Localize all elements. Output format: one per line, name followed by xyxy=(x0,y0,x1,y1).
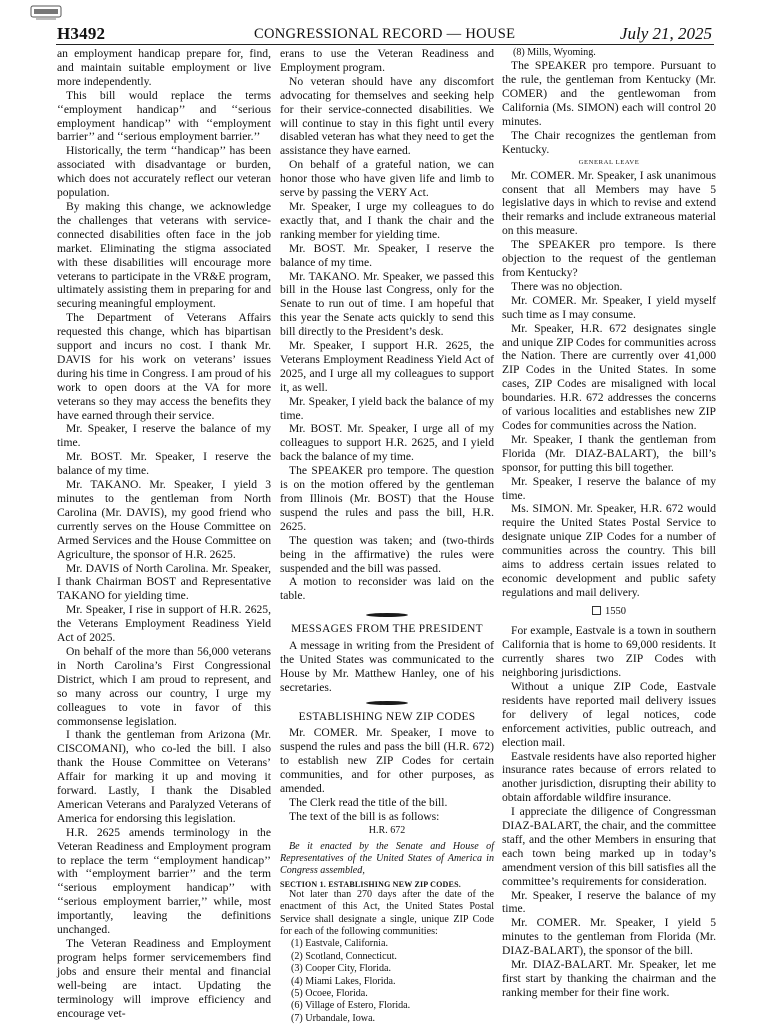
paragraph: This bill would replace the terms ‘‘employment handicap’’ and ‘‘serious employment handicap’’ with ‘‘employment barrier’’ and ‘‘serious employment barrier.’’ xyxy=(57,88,271,144)
paragraph: Mr. TAKANO. Mr. Speaker, I yield 3 minutes to the gentleman from North Carolina (Mr. DAVIS), my good friend who currently serves on the House Committee on Armed Services and the House Committee on Agriculture, the sponsor of H.R. 2625. xyxy=(57,478,271,561)
paragraph: The Chair recognizes the gentleman from Kentucky. xyxy=(502,128,716,156)
paragraph: Mr. Speaker, I rise in support of H.R. 2625, the Veterans Employment Readiness Yield Act of 2025. xyxy=(57,603,271,645)
paragraph: Mr. Speaker, I urge my colleagues to do exactly that, and I thank the chair and the ranking member for yielding time. xyxy=(280,199,494,241)
paragraph: Mr. BOST. Mr. Speaker, I reserve the balance of my time. xyxy=(57,450,271,478)
community-list xyxy=(280,938,494,1025)
general-leave-heading: GENERAL LEAVE xyxy=(578,158,640,166)
paragraph: On behalf of a grateful nation, we can honor those who have given life and limb to serve by passing the VERY Act. xyxy=(280,158,494,200)
paragraph: Mr. Speaker, I thank the gentleman from Florida (Mr. DIAZ-BALART), the bill’s sponsor, for putting this bill together. xyxy=(502,432,716,474)
list-item: (1) Eastvale, California. xyxy=(291,938,388,950)
paragraph: The SPEAKER pro tempore. Pursuant to the rule, the gentleman from Kentucky (Mr. COMER) and the gentlewoman from California (Ms. SIMON) each will control 20 minutes. xyxy=(502,59,716,129)
paragraph: A motion to reconsider was laid on the table. xyxy=(280,575,494,603)
paragraph: Eastvale residents have also reported higher insurance rates because of errors related to another jurisdiction, disrupting their ability to obtain affordable wildfire insurance. xyxy=(502,749,716,805)
page-code: H3492 xyxy=(57,24,106,43)
paragraph: H.R. 2625 amends terminology in the Veteran Readiness and Employment program to replace the term ‘‘employment handicap’’ with ‘‘employment barrier’’ and the term ‘‘serious employment handicap’’ with ‘‘serious employment barrier,’’ while, most importantly, leaving the definitions unchanged. xyxy=(57,825,271,937)
header-rule xyxy=(56,44,714,45)
paragraph: The Veteran Readiness and Employment program helps former servicemembers find jobs and ensure their mental and financial well-being are intact. Updating the terminology will improve efficiency and encourage vet- xyxy=(57,937,271,1020)
paragraph: Mr. COMER. Mr. Speaker, I ask unanimous consent that all Members may have 5 legislative days in which to revise and extend their remarks and include extraneous material on this measure. xyxy=(502,168,716,238)
gpo-seal-icon xyxy=(30,4,64,22)
paragraph: I appreciate the diligence of Congressman DIAZ-BALART, the chair, and the committee staff, and the other Members in ensuring that each town being marked up in today’s amendment version of this bill satisfies all the committee’s requirements for consideration. xyxy=(502,805,716,888)
paragraph: The text of the bill is as follows: xyxy=(289,809,440,823)
paragraph: Without a unique ZIP Code, Eastvale residents have reported mail delivery issues for delivery of legal notices, code enforcement activities, public outreach, and election mail. xyxy=(502,679,716,749)
paragraph: Mr. BOST. Mr. Speaker, I urge all of my colleagues to support H.R. 2625, and I yield back the balance of my time. xyxy=(280,422,494,464)
time-stamp-number: 1550 xyxy=(605,605,626,617)
paragraph: The question was taken; and (two-thirds being in the affirmative) the rules were suspended and the bill was passed. xyxy=(280,533,494,575)
paragraph: The Department of Veterans Affairs requested this change, which has bipartisan support and incurs no cost. I thank Mr. DAVIS for his work on veterans’ issues during his time in Congress. I am proud of his work to open doors at the VA for more veterans so they may access the benefits they have earned through their service. xyxy=(57,311,271,422)
enacting-clause: Be it enacted by the Senate and House of Representatives of the United States of America in Congress assembled, xyxy=(280,840,494,877)
column-1 xyxy=(57,47,271,1020)
list-item: (6) Village of Estero, Florida. xyxy=(291,1000,411,1012)
paragraph: I thank the gentleman from Arizona (Mr. CISCOMANI), who co-led the bill. I also thank the House Committee on Veterans’ Affair for marking it up and moving it forward. Lastly, I thank the Disabled American Veterans and Paralyzed Veterans of America for endorsing this legislation. xyxy=(57,728,271,825)
paragraph: Mr. DAVIS of North Carolina. Mr. Speaker, I thank Chairman BOST and Representative TAKANO for yielding time. xyxy=(57,561,271,603)
paragraph: The SPEAKER pro tempore. The question is on the motion offered by the gentleman from Illinois (Mr. BOST) that the House suspend the rules and pass the bill, H.R. 2625. xyxy=(280,464,494,533)
list-item: (8) Mills, Wyoming. xyxy=(513,47,596,58)
paragraph: Ms. SIMON. Mr. Speaker, H.R. 672 would require the United States Postal Service to designate unique ZIP Codes for a number of communities across the country. This bill aims to address certain issues related to economic development and public safety regulations and mail delivery. xyxy=(502,502,716,599)
paragraph: No veteran should have any discomfort advocating for themselves and seeking help for their service-connected disabilities. We will continue to stay in this fight until every disabled veteran has what they need to get the assistance they have earned. xyxy=(280,74,494,158)
paragraph: Mr. Speaker, I support H.R. 2625, the Veterans Employment Readiness Yield Act of 2025, and I urge all my colleagues to support it, as well. xyxy=(280,339,494,394)
section-heading-messages: MESSAGES FROM THE PRESIDENT xyxy=(291,623,483,636)
paragraph: Mr. COMER. Mr. Speaker, I move to suspend the rules and pass the bill (H.R. 672) to establish new ZIP Codes for certain communities, and for other purposes, as amended. xyxy=(280,726,494,795)
list-item: (5) Ocoee, Florida. xyxy=(291,988,368,999)
column-3 xyxy=(502,47,716,1000)
time-stamp xyxy=(502,606,716,619)
list-item: (2) Scotland, Connecticut. xyxy=(291,950,397,962)
paragraph: By making this change, we acknowledge the challenges that veterans with service-connected disabilities often face in the job market. Eliminating the stigma associated with these disabilities will encourage more veterans to participate in the VR&E program, ultimately assisting them in preparing for and securing meaningful employment. xyxy=(57,199,271,311)
paragraph: Mr. Speaker, I reserve the balance of my time. xyxy=(502,474,716,502)
paragraph: There was no objection. xyxy=(511,279,623,293)
section-divider xyxy=(280,613,494,617)
paragraph: Mr. Speaker, I reserve the balance of my time. xyxy=(502,888,716,916)
paragraph: The Clerk read the title of the bill. xyxy=(289,795,448,809)
bill-section-text: Not later than 270 days after the date of the enactment of this Act, the United States Postal Service shall designate a single, unique ZIP Code for each of the following communities: xyxy=(280,889,494,938)
paragraph: Mr. Speaker, I reserve the balance of my time. xyxy=(57,422,271,450)
bill-section-heading: SECTION 1. ESTABLISHING NEW ZIP CODES. xyxy=(280,879,461,889)
paragraph: Mr. Speaker, H.R. 672 designates single and unique ZIP Codes for communities across the Nation. There are currently over 41,000 ZIP Codes in the United States. In some cases, ZIP Codes are misaligned with local boundaries. H.R. 672 addresses the concerns of various localities and establishes new ZIP Codes for communities across the Nation. xyxy=(502,321,717,432)
paragraph: Mr. COMER. Mr. Speaker, I yield myself such time as I may consume. xyxy=(502,293,716,321)
column-2 xyxy=(280,47,494,1025)
paragraph: Historically, the term ‘‘handicap’’ has been associated with disadvantage or burden, which does not accurately reflect our veteran population. xyxy=(57,144,271,200)
paragraph: For example, Eastvale is a town in southern California that is home to 69,000 residents. It currently shares two ZIP Codes with neighboring jurisdictions. xyxy=(502,624,716,680)
community-list-continued xyxy=(502,47,716,59)
paragraph: The SPEAKER pro tempore. Is there objection to the request of the gentleman from Kentucky? xyxy=(502,238,716,279)
paragraph: an employment handicap prepare for, find, and maintain suitable employment or live more independently. xyxy=(57,47,271,88)
list-item: (4) Miami Lakes, Florida. xyxy=(291,975,396,987)
paragraph: Mr. BOST. Mr. Speaker, I reserve the balance of my time. xyxy=(280,241,494,269)
paragraph: Mr. COMER. Mr. Speaker, I yield 5 minutes to the gentleman from Florida (Mr. DIAZ-BALART), the sponsor of the bill. xyxy=(502,916,716,958)
paragraph: Mr. Speaker, I yield back the balance of my time. xyxy=(280,394,494,422)
bill-number: H.R. 672 xyxy=(368,824,406,836)
paragraph: erans to use the Veteran Readiness and Employment program. xyxy=(280,47,494,74)
paragraph: On behalf of the more than 56,000 veterans in North Carolina’s First Congressional District, which I am proud to represent, and so many across our country, I urge my colleagues to vote in favor of this commonsense legislation. xyxy=(57,644,271,728)
publication-title: CONGRESSIONAL RECORD — HOUSE xyxy=(254,26,516,42)
list-item: (3) Cooper City, Florida. xyxy=(291,963,391,975)
publication-date: July 21, 2025 xyxy=(619,24,712,43)
checkbox-square-icon xyxy=(592,606,601,615)
paragraph: Mr. DIAZ-BALART. Mr. Speaker, let me first start by thanking the chairman and the ranking member for their fine work. xyxy=(502,958,716,999)
paragraph: Mr. TAKANO. Mr. Speaker, we passed this bill in the House last Congress, only for the Senate to run out of time. I am hopeful that this year the Senate acts quickly to send this bill directly to the President’s desk. xyxy=(280,269,494,339)
list-item: (7) Urbandale, Iowa. xyxy=(291,1012,376,1024)
section-divider xyxy=(280,701,494,705)
paragraph: A message in writing from the President of the United States was communicated to the House by Mr. Matthew Hanley, one of his secretaries. xyxy=(280,638,494,694)
section-heading-zip-codes: ESTABLISHING NEW ZIP CODES xyxy=(298,710,476,723)
